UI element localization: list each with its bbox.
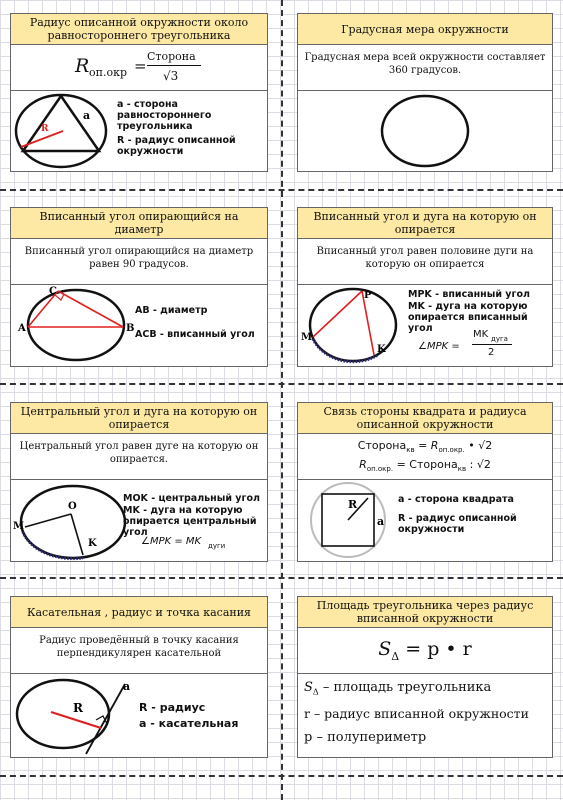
- tangent-line: [86, 684, 125, 754]
- text-section: [11, 628, 267, 674]
- point-O: O: [68, 501, 77, 512]
- fraction-bar: [472, 344, 512, 345]
- label-a: a: [123, 680, 131, 693]
- legend-semiperimeter: p – полупериметр: [304, 730, 427, 745]
- horizontal-cut-line-1: [0, 189, 563, 191]
- card-title: Площадь треугольника через радиус вписанной окружности: [298, 597, 552, 628]
- formula-numerator: Сторона: [147, 50, 196, 63]
- caption-arc: MK - дуга на которую опирается вписанный угол: [408, 301, 528, 334]
- card-central-angle-and-arc: [10, 402, 268, 562]
- text-section: [11, 239, 267, 285]
- radius-OK: [71, 514, 83, 555]
- caption-arc: MK - дуга на которую опирается центральный угол: [123, 505, 257, 538]
- formula-denominator: 2: [488, 347, 495, 358]
- formula-denominator: √3: [163, 69, 179, 83]
- label-R: R: [348, 498, 358, 511]
- description-text: Градусная мера всей окружности составляет 360 градусов.: [304, 52, 546, 76]
- card-degree-measure-of-circle: [297, 13, 553, 172]
- card-circumradius-equilateral-triangle: [10, 13, 268, 172]
- description-text: Вписанный угол опирающийся на диаметр равен 90 градусов.: [24, 246, 254, 270]
- caption-radius: R - радиус: [139, 701, 206, 714]
- label-R: R: [73, 701, 83, 715]
- description-text: Центральный угол равен дуге на которую он опирается.: [19, 441, 259, 465]
- caption-radius: R - радиус описанной окружности: [117, 135, 236, 157]
- card-title: Радиус описанной окружности около равностороннего треугольника: [11, 14, 267, 45]
- text-section: [298, 239, 552, 285]
- vertical-cut-line: [281, 0, 283, 800]
- legend-inradius: r – радиус вписанной окружности: [304, 706, 529, 721]
- radius-OM: [25, 514, 71, 527]
- point-P: P: [364, 290, 372, 301]
- fraction-bar: [147, 65, 201, 66]
- formula-section: [11, 45, 267, 91]
- point-M: M: [13, 521, 25, 532]
- point-K: K: [377, 344, 386, 355]
- card-square-side-and-circumradius: [297, 402, 553, 562]
- diagram-section: [11, 674, 267, 757]
- card-title: Касательная , радиус и точка касания: [11, 597, 267, 628]
- point-A: A: [18, 323, 26, 334]
- formula-main: ∠MPK = MK: [141, 536, 202, 547]
- text-section: [11, 434, 267, 480]
- formula-lhs: R: [75, 55, 90, 77]
- caption-inscribed-angle: MPK - вписанный угол: [408, 289, 530, 300]
- circle-shape: [382, 96, 468, 166]
- label-a: a: [377, 515, 385, 528]
- card-title: Вписанный угол опирающийся на диаметр: [11, 208, 267, 239]
- chord-PM: [313, 291, 362, 337]
- diagram-section: [298, 285, 552, 366]
- chord-CB: [58, 291, 123, 327]
- formula-numerator: MK: [473, 329, 489, 340]
- caption-diameter: AB - диаметр: [135, 305, 208, 316]
- caption-inscribed-angle: ACB - вписанный угол: [135, 329, 255, 340]
- tangent-diagram: [11, 674, 267, 757]
- area-formula: $S_\Delta = p$ • r: [378, 638, 472, 663]
- diagram-section: [11, 91, 267, 171]
- diagram-section: [298, 91, 552, 171]
- card-title: Градусная мера окружности: [298, 14, 552, 45]
- caption-radius: R - радиус описанной окружности: [398, 513, 517, 535]
- point-M: M: [301, 332, 313, 343]
- right-angle-mark: [96, 716, 107, 724]
- horizontal-cut-line-2: [0, 383, 563, 385]
- formula-sub: дуги: [208, 542, 226, 550]
- point-K: K: [88, 538, 97, 549]
- diameter-angle-diagram: [11, 285, 267, 366]
- diagram-section: [298, 480, 552, 561]
- formula-numerator-sub: дуга: [491, 335, 508, 343]
- formula-line-2: $R_{оп.окр.}$ = Сторона$_{кв}$ : √2: [359, 458, 491, 474]
- formula-equals: =: [134, 57, 147, 75]
- arc-hatch: [313, 339, 378, 362]
- caption-side: a - сторона равностороннего треугольника: [117, 99, 212, 132]
- card-title: Связь стороны квадрата и радиуса описанной окружности: [298, 403, 552, 434]
- caption-tangent: a - касательная: [139, 717, 239, 730]
- legend-section: [298, 674, 552, 757]
- card-inscribed-angle-on-diameter: [10, 207, 268, 367]
- legend-area: $S_\Delta$ – площадь треугольника: [304, 680, 492, 697]
- description-text: Радиус проведённый в точку касания перпендикулярен касательной: [39, 635, 239, 659]
- formula-section: [298, 434, 552, 480]
- horizontal-cut-line-3: [0, 577, 563, 579]
- text-section: [298, 45, 552, 91]
- horizontal-cut-line-4: [0, 775, 563, 777]
- label-a: a: [83, 109, 91, 122]
- card-inscribed-angle-and-arc: [297, 207, 553, 367]
- point-C: C: [49, 286, 57, 297]
- card-title: Центральный угол и дуга на которую он опирается: [11, 403, 267, 434]
- formula-section: [298, 628, 552, 674]
- description-text: Вписанный угол равен половине дуги на которую он опирается: [316, 246, 534, 270]
- label-R: R: [41, 124, 49, 134]
- caption-side: a - сторона квадрата: [398, 494, 514, 505]
- circle-diagram: [298, 91, 552, 171]
- card-title: Вписанный угол и дуга на которую он опирается: [298, 208, 552, 239]
- diagram-section: [11, 480, 267, 561]
- arc-hatch: [23, 532, 83, 559]
- formula-line-1: Сторона$_{кв}$ = $R_{оп.окр.}$ • √2: [357, 439, 493, 455]
- formula-lhs: ∠MPK =: [418, 341, 460, 352]
- card-triangle-area-via-inradius: [297, 596, 553, 758]
- caption-central-angle: MOK - центральный угол: [123, 493, 260, 504]
- point-B: B: [126, 323, 135, 334]
- diagram-section: [11, 285, 267, 366]
- formula-lhs-sub: оп.окр: [89, 66, 127, 79]
- card-tangent-radius-point: [10, 596, 268, 758]
